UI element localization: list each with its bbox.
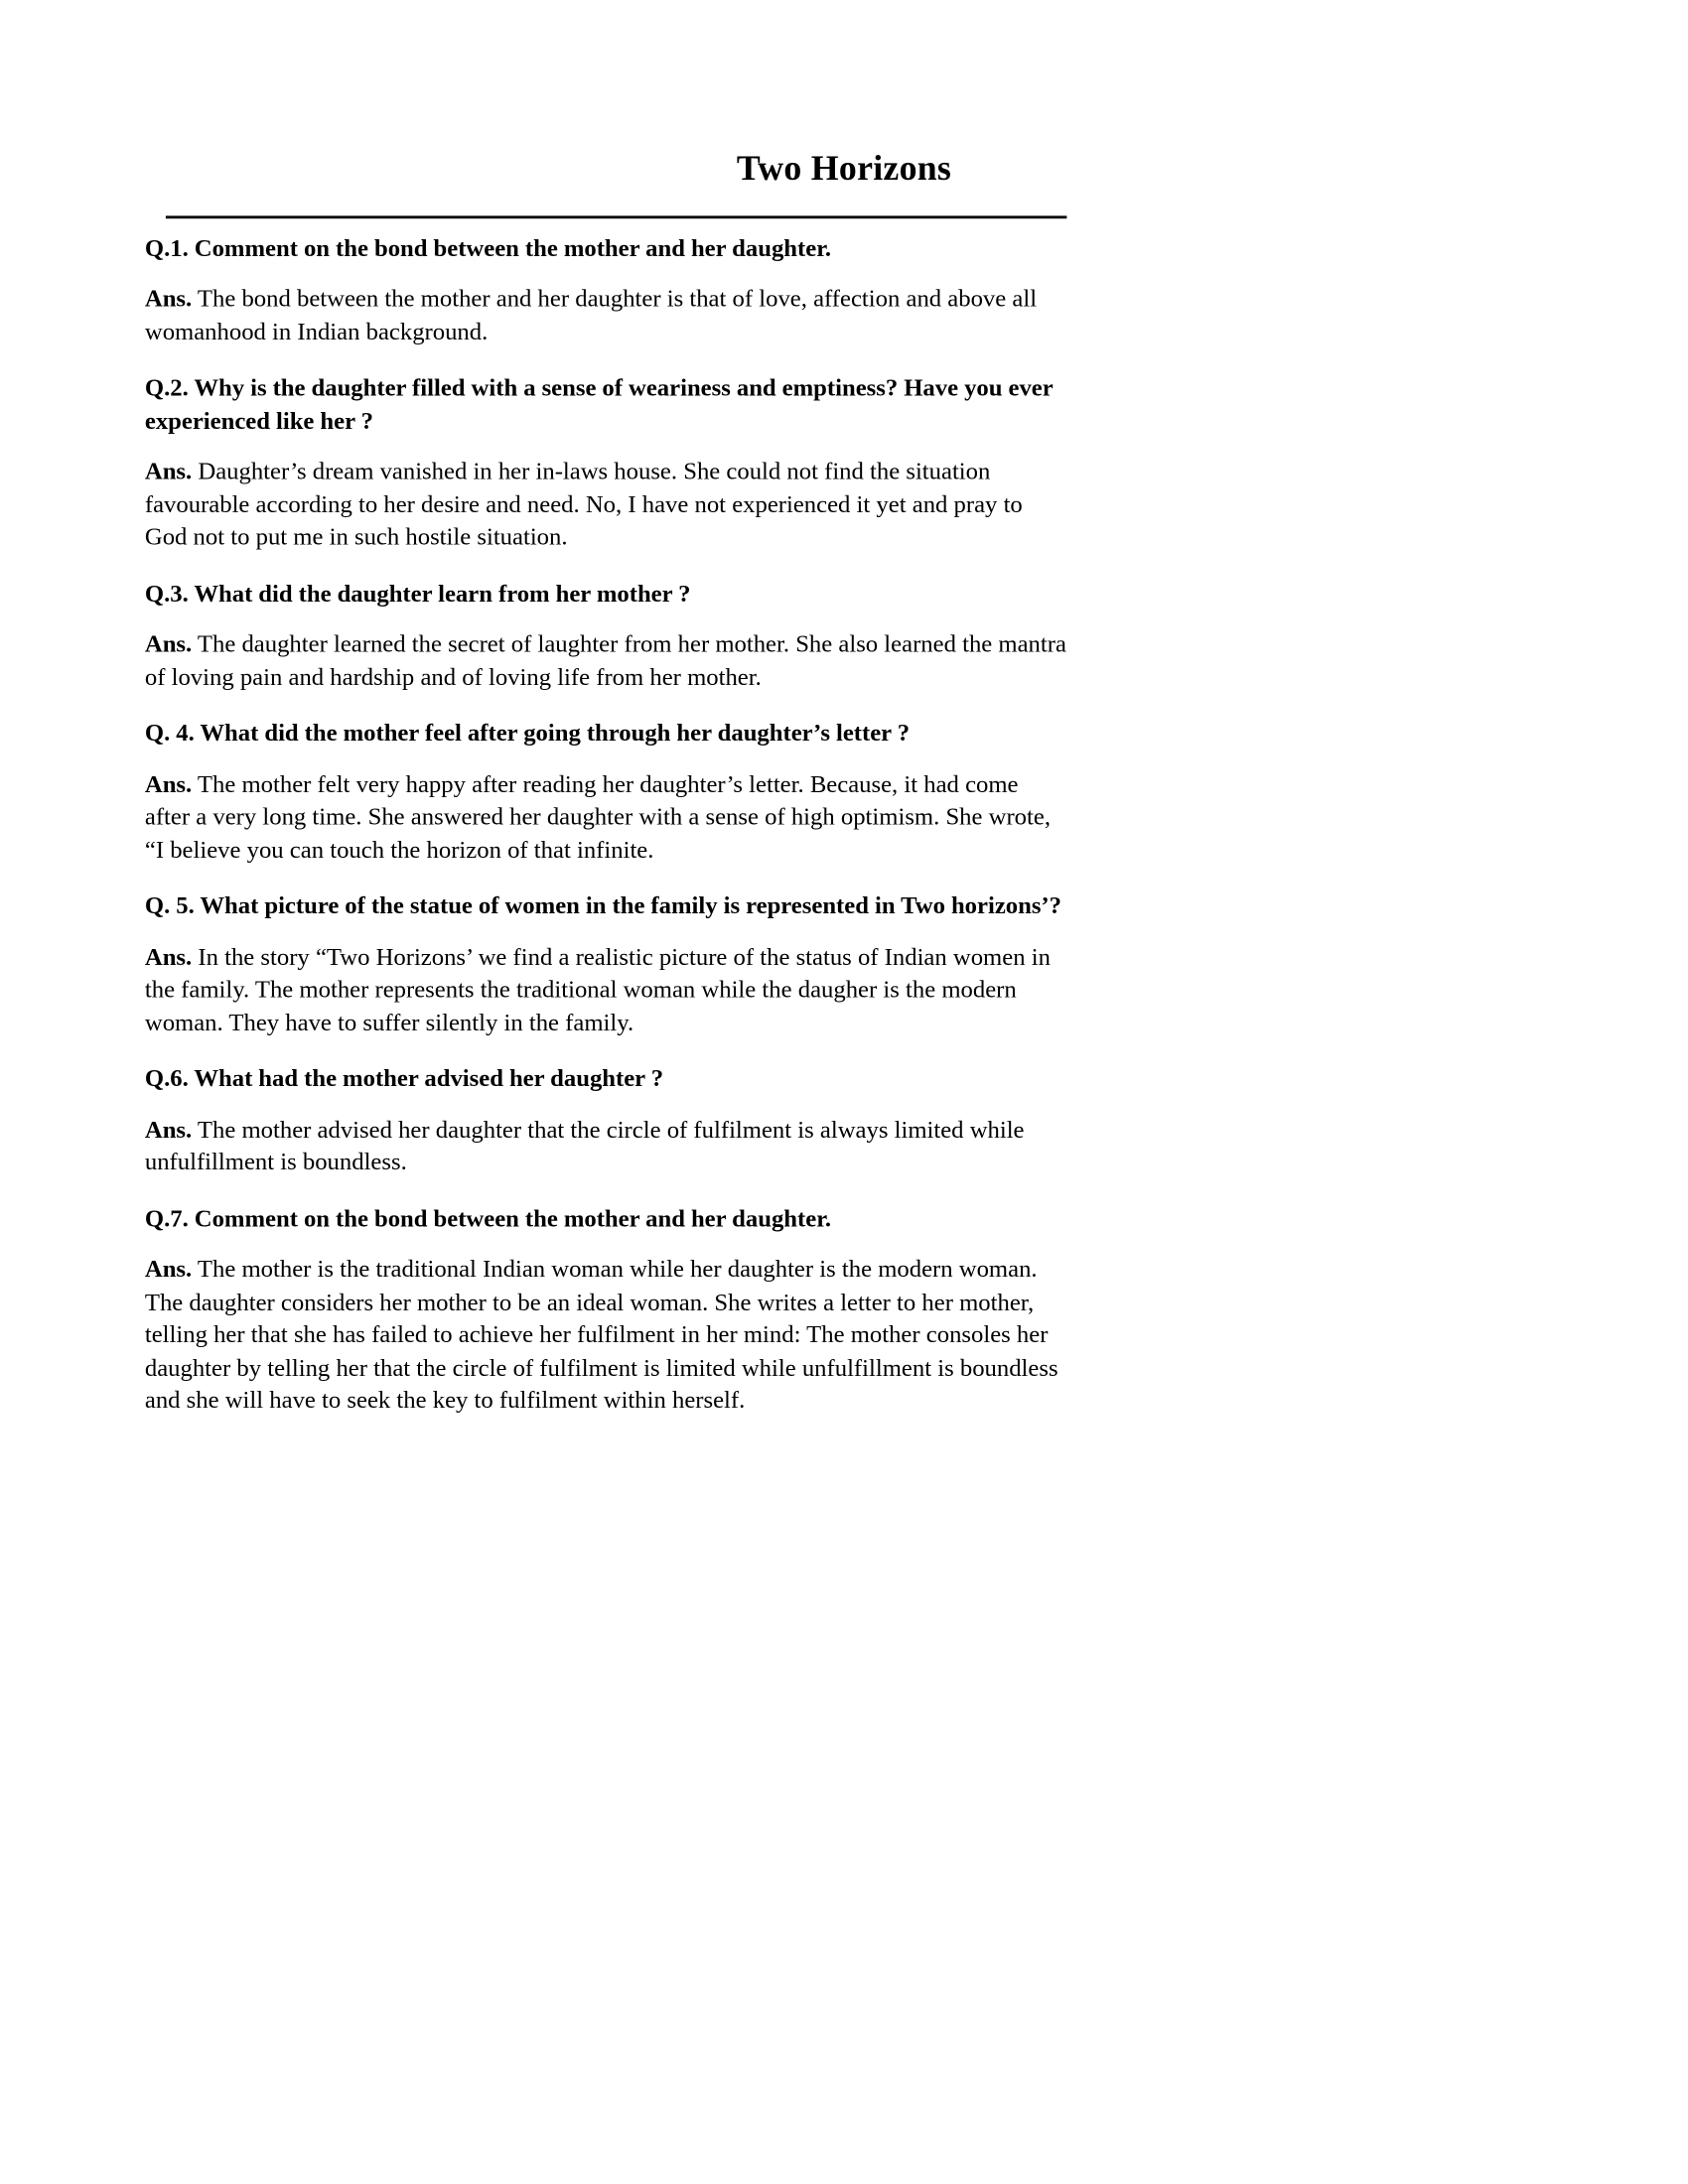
answer-text: The mother is the traditional Indian woman while her daughter is the modern woman. The daughter considers her mother to be an ideal woman. She writes a letter to her mother, telling her that she has failed to achieve her fulfilment in her mind: The mother consoles her daughter by telling her that the circle of fulfilment is limited while unfulfillment is boundless and she will have to seek the key to fulfilment within herself. [144, 1254, 1058, 1414]
question-2: Q.2. Why is the daughter filled with a sense of weariness and emptiness? Have you ever experienced like her ? [144, 373, 1054, 435]
answer-text: Daughter’s dream vanished in her in-laws house. She could not find the situation favourable according to her desire and need. No, I have not experienced it yet and pray to God not to put me in such hostile situation. [144, 457, 1023, 551]
answer-label: Ans. [144, 284, 193, 313]
answer-7 [145, 1254, 1067, 1418]
answer-label: Ans. [144, 1115, 193, 1144]
question-1: Q.1. Comment on the bond between the mother and her daughter. [144, 233, 832, 262]
question-4: Q. 4. What did the mother feel after going through her daughter’s letter ? [144, 719, 911, 748]
answer-text: The bond between the mother and her daughter is that of love, affection and above all womanhood in Indian background. [144, 284, 1038, 345]
answer-text: The mother felt very happy after reading her daughter’s letter. Because, it had come after a very long time. She answered her daughter with a sense of high optimism. She wrote, “I believe you can touch the horizon of that infinite. [144, 769, 1051, 864]
answer-label: Ans. [144, 629, 193, 658]
question-6: Q.6. What had the mother advised her daughter ? [144, 1063, 664, 1092]
answer-text: The daughter learned the secret of laughter from her mother. She also learned the mantra of loving pain and hardship and of loving life from her mother. [144, 629, 1066, 691]
answer-3 [145, 628, 1067, 694]
question-5: Q. 5. What picture of the statue of women in the family is represented in Two horizons’? [144, 891, 1062, 920]
answer-label: Ans. [144, 1254, 193, 1283]
answer-6 [145, 1114, 1067, 1179]
answer-4 [145, 768, 1067, 867]
qa-list [145, 232, 1067, 1417]
answer-label: Ans. [144, 769, 193, 798]
page-title: Two Horizons [736, 147, 952, 189]
question-3: Q.3. What did the daughter learn from her mother ? [144, 579, 691, 608]
title-divider [166, 215, 1066, 218]
answer-2 [145, 456, 1067, 554]
question-7: Q.7. Comment on the bond between the mother and her daughter. [144, 1203, 832, 1232]
answer-text: The mother advised her daughter that the circle of fulfilment is always limited while unfulfillment is boundless. [144, 1115, 1025, 1176]
answer-5 [145, 941, 1067, 1039]
answer-label: Ans. [144, 942, 193, 971]
answer-label: Ans. [144, 457, 193, 485]
answer-1 [145, 283, 1067, 348]
answer-text: In the story “Two Horizons’ we find a realistic picture of the status of Indian women in the family. The mother represents the traditional woman while the daugher is the modern woman. They have to suffer silently in the family. [144, 942, 1051, 1036]
